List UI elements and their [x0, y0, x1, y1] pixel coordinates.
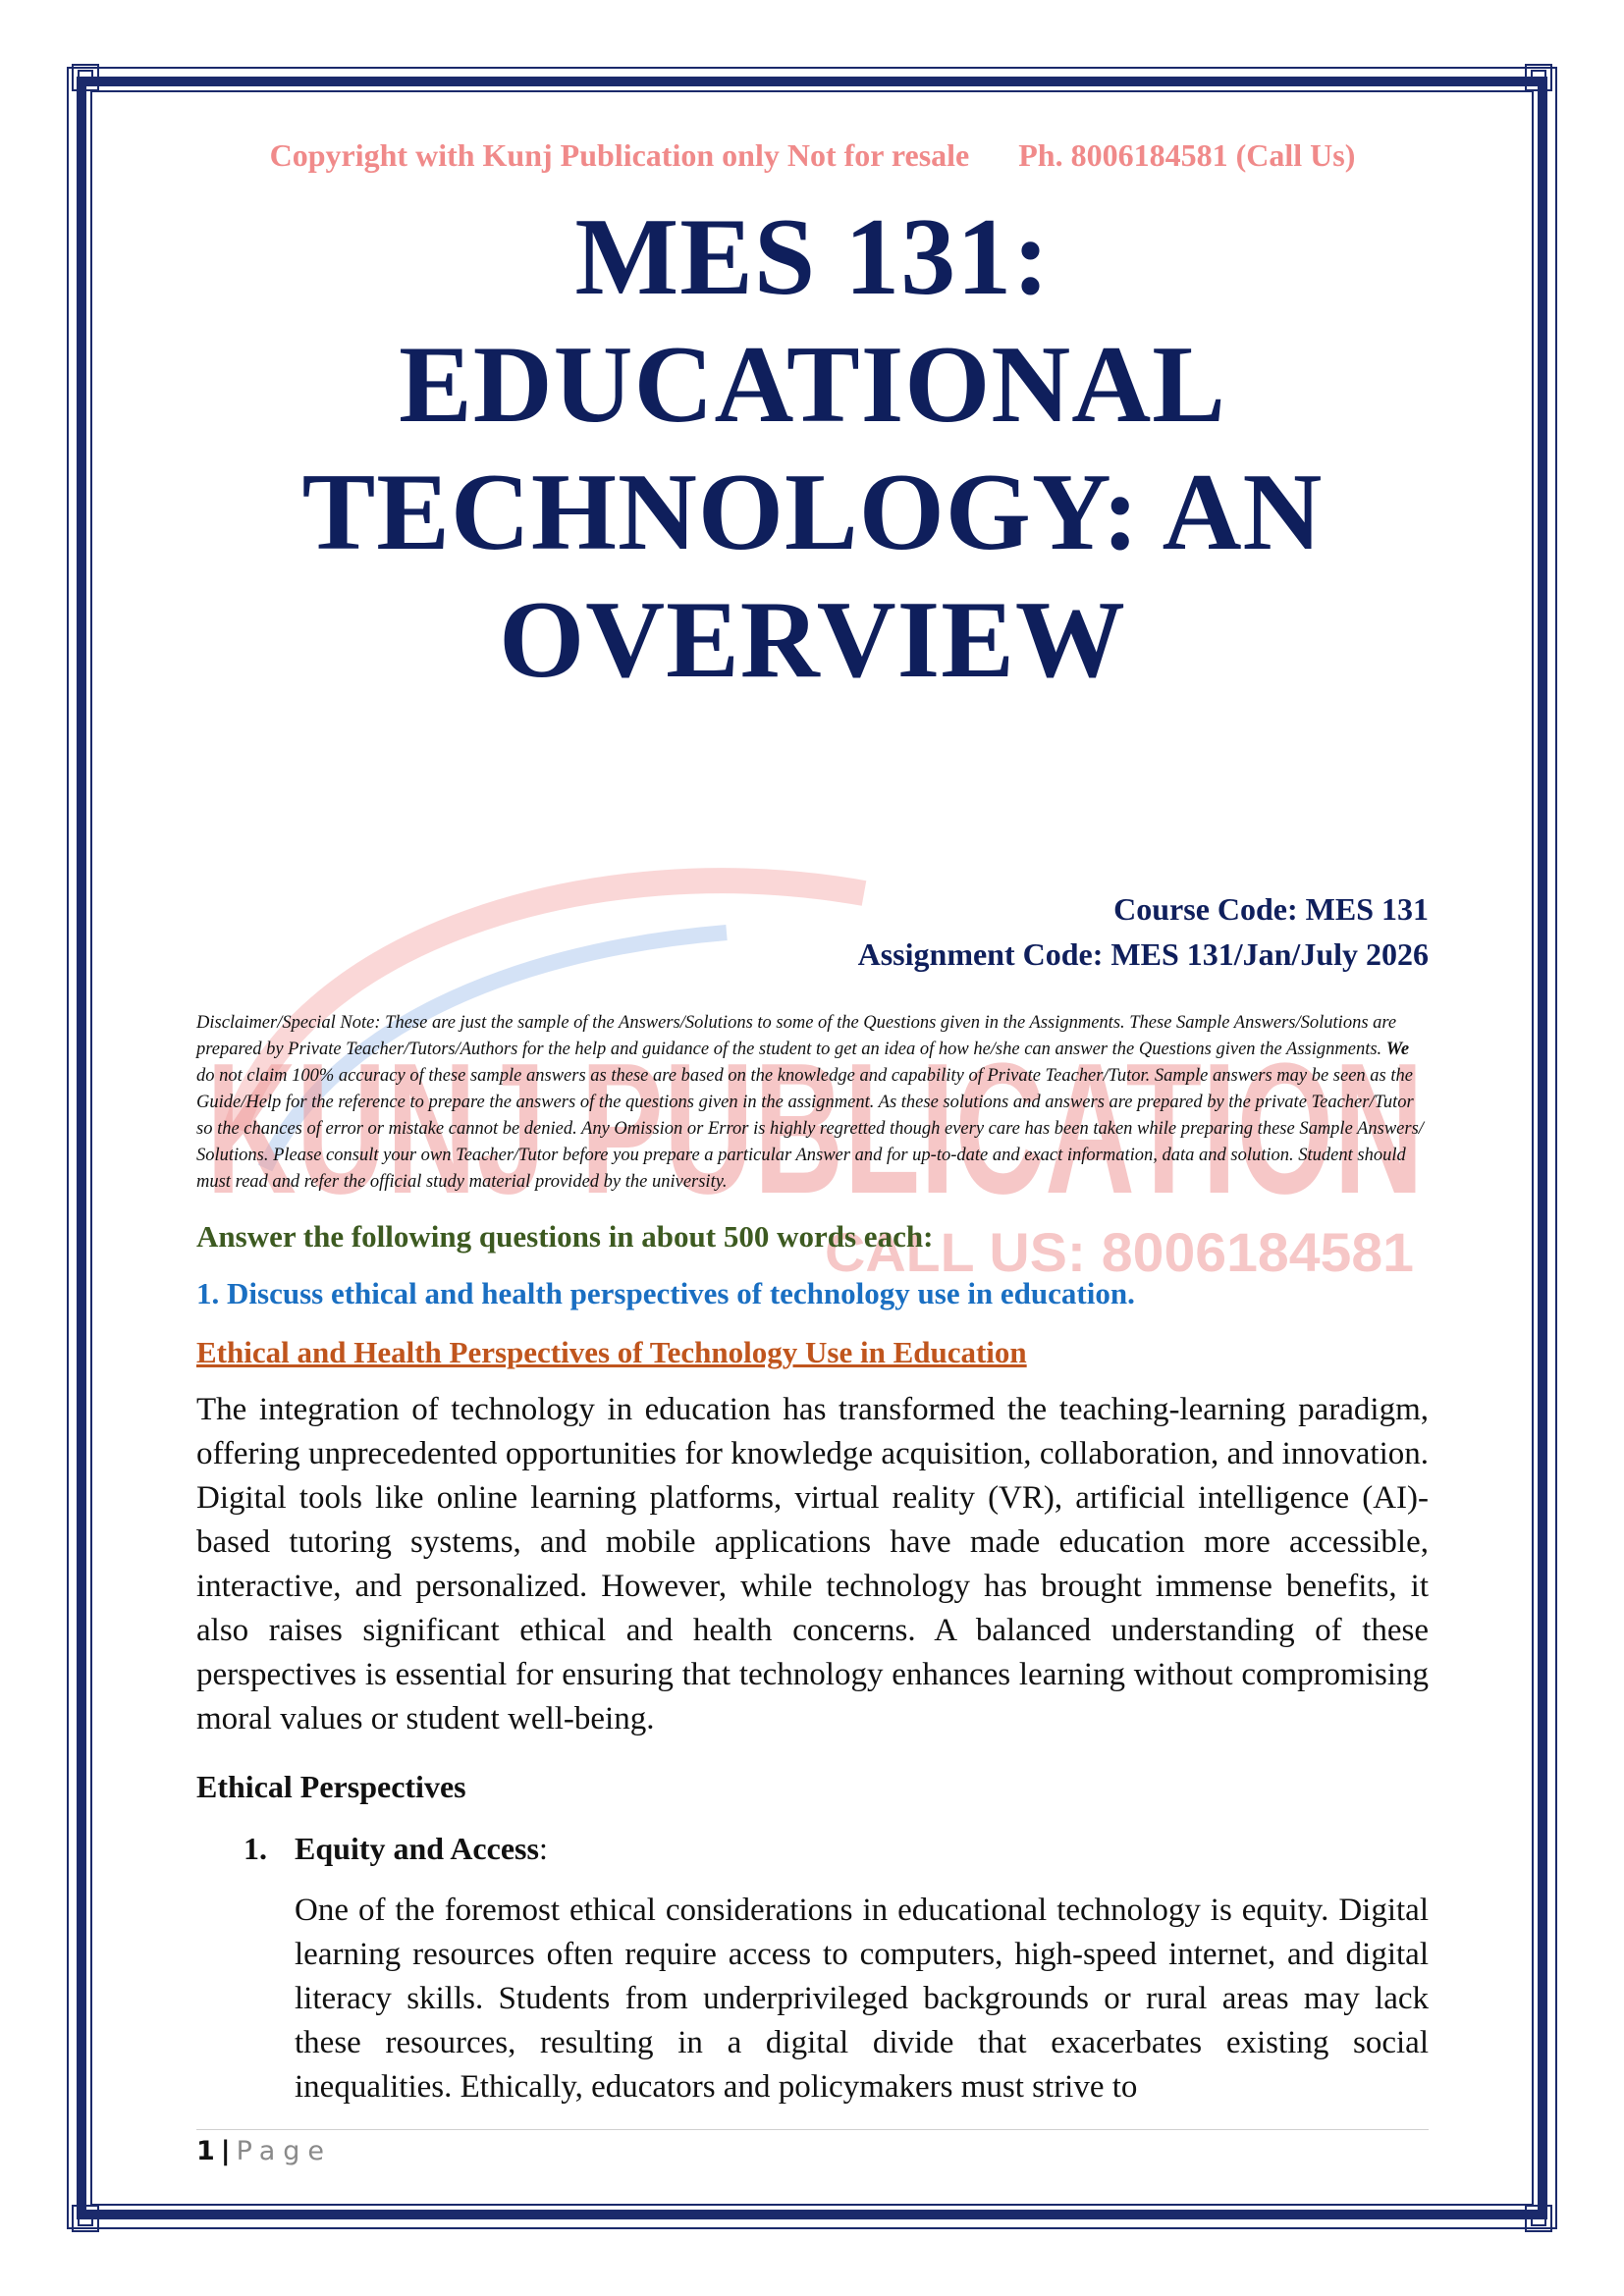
disclaimer-note [196, 1010, 1429, 1196]
list-item-number: 1. [244, 1831, 267, 1866]
disclaimer-text-2: do not claim 100% accuracy of these sample answers as these are based on the knowledge and capability of Private Teacher/Tutor. Sample answers may be seen as the Guide/Help for the reference to prepare the answers of the questions given in the assignment. As these solutions and answers are prepared by the private Teacher/Tutor so the chances of error or mistake cannot be denied. Any Omission or Error is highly regretted though every care has been taken while preparing these Sample Answers/ Solutions. Please consult your own Teacher/Tutor before you prepare a particular Answer and for up-to-date and exact information, data and solution. Student should must read and refer the official study material provided by the university. [196, 1066, 1424, 1192]
corner-ornament-bottom-left [69, 2202, 102, 2235]
footer-divider [196, 2129, 1429, 2130]
title-line-2: TECHNOLOGY: AN [301, 452, 1324, 573]
page-footer [196, 2136, 332, 2166]
course-codes [196, 886, 1429, 977]
course-code: Course Code: MES 131 [1113, 891, 1429, 927]
list-item-1 [244, 1831, 1429, 1867]
list-item-1-paragraph: One of the foremost ethical considerations in educational technology is equity. Digital learning resources often require access to computers, high-speed internet, and digital literacy skills. Students from underprivileged backgrounds or rural areas may lack these resources, resulting in a digital divide that exacerbates existing social inequalities. Ethically, educators and policymakers must strive to [295, 1893, 1429, 2105]
footer-separator: | [220, 2136, 231, 2166]
watermark-phone-text: CALL US: 8006184581 [825, 1221, 1414, 1283]
copyright-header [196, 137, 1429, 174]
title-line-1: MES 131: EDUCATIONAL [399, 196, 1226, 446]
section-heading: Ethical Perspectives [196, 1769, 466, 1804]
page-number: 1 [196, 2136, 215, 2166]
page-label: Page [236, 2136, 333, 2166]
document-title [196, 193, 1429, 704]
disclaimer-we: We [1385, 1040, 1410, 1059]
page-content [196, 137, 1429, 2109]
answer-subheading: Ethical and Health Perspectives of Technology Use in Education [196, 1335, 1027, 1369]
instruction-heading: Answer the following questions in about 500 words each: [196, 1219, 934, 1254]
watermark-brand-text: KUNJ PUBLICATION [206, 1025, 1424, 1233]
corner-ornament-top-left [69, 61, 102, 94]
title-line-3: OVERVIEW [499, 579, 1126, 701]
list-item-colon: : [538, 1831, 548, 1866]
intro-paragraph: The integration of technology in education has transformed the teaching-learning paradigm, offering unprecedented opportunities for knowledge acquisition, collaboration, and innovation. Digital tools like online learning platforms, virtual reality (VR), artificial intelligence (AI)-based tutoring systems, and mobile applications have made education more accessible, interactive, and personalized. However, while technology has brought immense benefits, it also raises significant ethical and health concerns. A balanced understanding of these perspectives is essential for ensuring that technology enhances learning without compromising moral values or student well-being. [196, 1392, 1429, 1736]
phone-number: Ph. 8006184581 (Call Us) [1018, 137, 1356, 173]
question-1: 1. Discuss ethical and health perspectives of technology use in education. [196, 1276, 1135, 1310]
list-item-label: Equity and Access [295, 1831, 539, 1866]
corner-ornament-bottom-right [1522, 2202, 1555, 2235]
copyright-notice: Copyright with Kunj Publication only Not for resale [269, 137, 970, 173]
assignment-code: Assignment Code: MES 131/Jan/July 2026 [857, 936, 1429, 972]
corner-ornament-top-right [1522, 61, 1555, 94]
disclaimer-text-1: Disclaimer/Special Note: These are just the sample of the Answers/Solutions to some of the Questions given in the Assignments. These Sample Answers/Solutions are prepared by Private Teacher/Tutors/Authors for the help and guidance of the student to get an idea of how he/she can answer the Questions given the Assignments. [196, 1013, 1397, 1059]
